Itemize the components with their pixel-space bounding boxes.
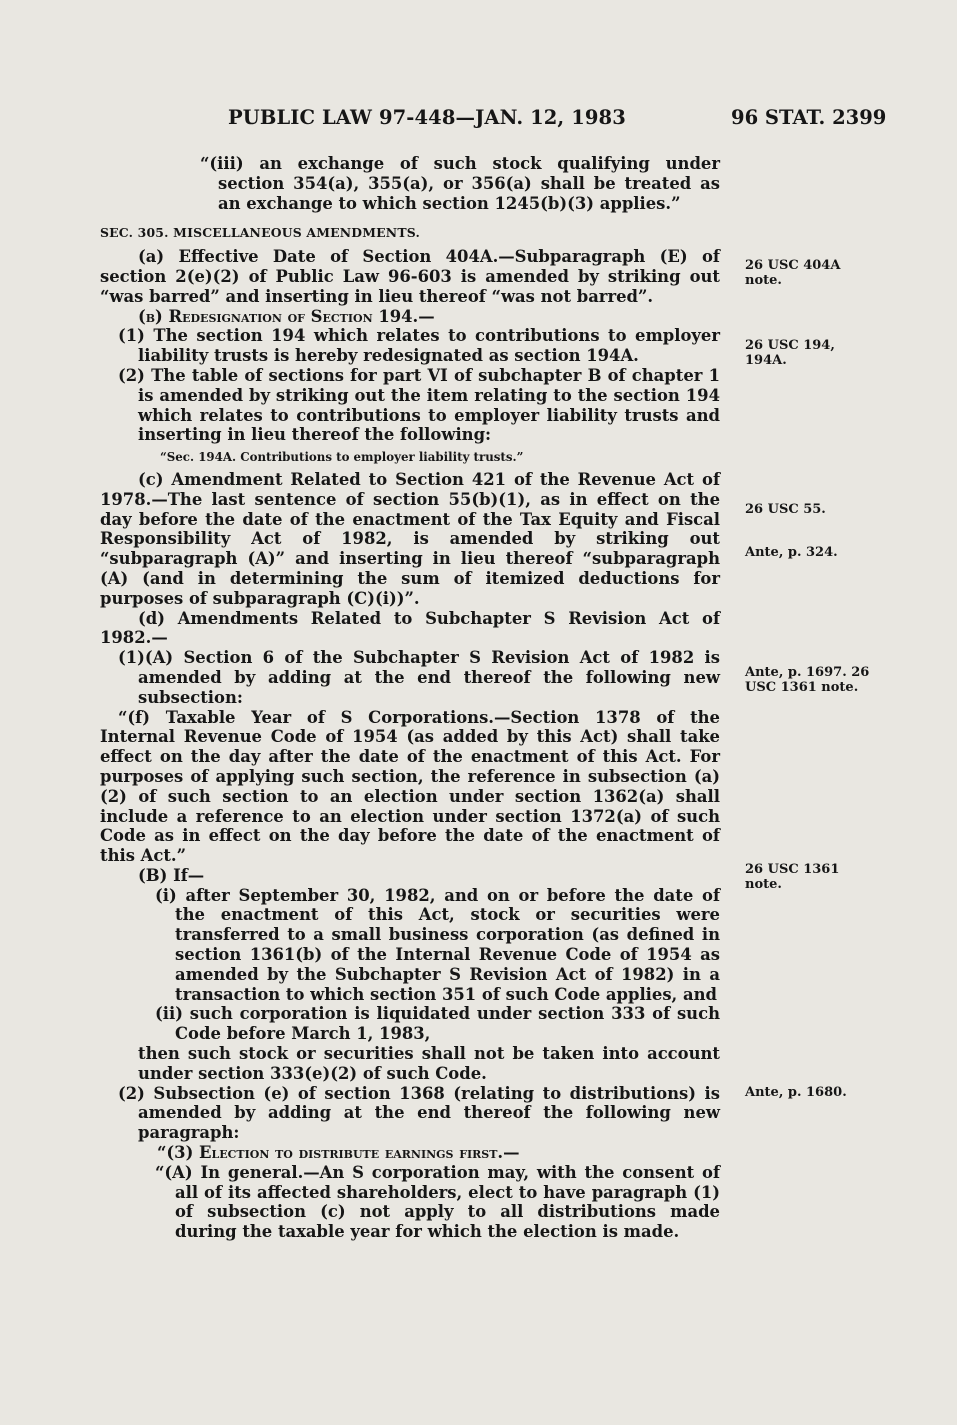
margin-note: 26 USC 55.	[745, 502, 826, 517]
section-heading: SEC. 305. MISCELLANEOUS AMENDMENTS.	[100, 225, 420, 241]
quoted-clause-iii: “(iii) an exchange of such stock qualifying under section 354(a), 355(a), or 356(a) shall be treated as an exchange to which section 1245(b)(3) applies.”	[200, 154, 720, 213]
paragraph-d1A: (1)(A) Section 6 of the Subchapter S Revision Act of 1982 is amended by adding at the end thereof the following new subsection:	[118, 648, 720, 707]
clause-ii: (ii) such corporation is liquidated under section 333 of such Code before March 1, 1983,	[155, 1004, 720, 1044]
running-header-left: PUBLIC LAW 97-448—JAN. 12, 1983	[228, 106, 626, 129]
body-text	[100, 154, 720, 1242]
page-citation-header: 96 STAT. 2399	[731, 106, 887, 129]
paragraph-b1: (1) The section 194 which relates to contributions to employer liability trusts is hereby redesignated as section 194A.	[118, 326, 720, 366]
quoted-subparagraph-A: “(A) In general.—An S corporation may, with the consent of all of its affected shareholders, elect to have paragraph (1) of subsection (c) not apply to all distributions made during the taxable year for which the election is made.	[155, 1162, 720, 1242]
margin-note: Ante, p. 1680.	[745, 1085, 847, 1100]
flush-text: then such stock or securities shall not be taken into account under section 333(e)(2) of such Code.	[138, 1044, 720, 1083]
paragraph-d2: (2) Subsection (e) of section 1368 (relating to distributions) is amended by adding at the end thereof the following new paragraph:	[118, 1083, 720, 1143]
margin-note: Ante, p. 324.	[745, 545, 838, 560]
subsection-c: (c) Amendment Related to Section 421 of the Revenue Act of 1978.—The last sentence of section 55(b)(1), as in effect on the day before the date of the enactment of the Tax Equity and Fiscal Responsibility Act of 1982, is amended by striking out “subparagraph (A)” and inserting in lieu thereof “subparagraph (A) (and in determining the sum of itemized deductions for purposes of subparagraph (C)(i))”.	[100, 469, 720, 608]
subsection-a: (a) Effective Date of Section 404A.—Subparagraph (E) of section 2(e)(2) of Public Law 96-603 is amended by striking out “was barred” and inserting in lieu thereof “was not barred”.	[100, 247, 720, 306]
paragraph-b2: (2) The table of sections for part VI of subchapter B of chapter 1 is amended by striking out the item relating to the section 194 which relates to contributions to employer liability trusts and inserting in lieu thereof the following:	[118, 365, 720, 445]
margin-note: 26 USC 404A note.	[745, 258, 841, 288]
table-entry: “Sec. 194A. Contributions to employer liability trusts.”	[160, 450, 524, 465]
margin-note: 26 USC 194, 194A.	[745, 338, 835, 368]
margin-note: Ante, p. 1697. 26 USC 1361 note.	[745, 665, 870, 695]
subsection-b-heading: (b) Redesignation of Section 194.—	[138, 306, 435, 326]
clause-i: (i) after September 30, 1982, and on or before the date of the enactment of this Act, stock or securities were transferred to a small business corporation (as defined in section 1361(b) of the Internal Revenue Code of 1954 as amended by the Subchapter S Revision Act of 1982) in a transaction to which section 351 of such Code applies, and	[155, 885, 720, 1004]
subsection-d-heading: (d) Amendments Related to Subchapter S Revision Act of 1982.—	[100, 608, 720, 648]
paragraph-d1B: (B) If—	[138, 865, 205, 885]
quoted-paragraph-3: “(3) Election to distribute earnings first.—	[157, 1143, 520, 1163]
quoted-subsection-f: “(f) Taxable Year of S Corporations.—Section 1378 of the Internal Revenue Code of 1954 (as added by this Act) shall take effect on the day after the date of the enactment of this Act. For purposes of applying such section, the reference in subsection (a)(2) of such section to an election under section 1362(a) shall include a reference to an election under section 1372(a) of such Code as in effect on the day before the date of the enactment of this Act.”	[100, 707, 720, 866]
margin-note: 26 USC 1361 note.	[745, 862, 840, 892]
